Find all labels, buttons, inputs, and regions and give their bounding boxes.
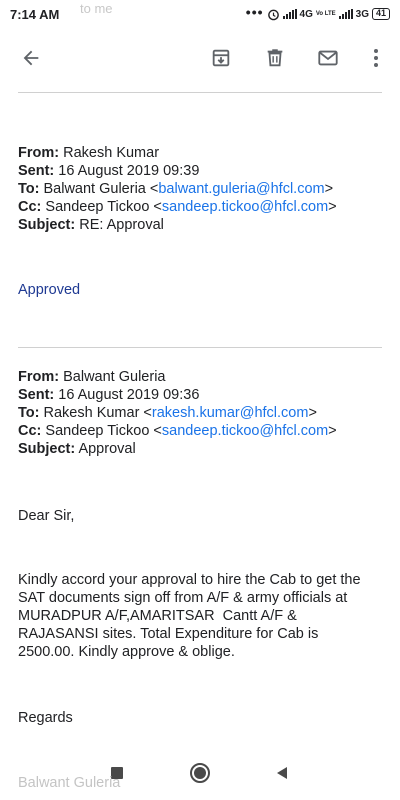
battery-level: 41 (375, 8, 386, 18)
email-1-from: From: Rakesh Kumar (18, 145, 160, 161)
triangle-back-icon (274, 765, 290, 781)
email-2-cc: Cc: Sandeep Tickoo <sandeep.tickoo@hfcl.com> (18, 423, 337, 439)
delete-icon (264, 47, 286, 69)
toolbar (0, 30, 400, 86)
email-2-subject: Subject: Approval (18, 441, 136, 457)
more-notifications-icon: ••• (245, 4, 264, 20)
body-line: RAJASANSI sites. Total Expenditure for Cab is (18, 626, 319, 642)
system-nav-bar (0, 745, 400, 800)
email-1-sent: Sent: 16 August 2019 09:39 (18, 163, 200, 179)
email-2-to: To: Rakesh Kumar <rakesh.kumar@hfcl.com> (18, 405, 317, 421)
email-1-to: To: Balwant Guleria <balwant.guleria@hfcl.com> (18, 181, 334, 197)
archive-button[interactable] (207, 44, 235, 72)
mark-unread-button[interactable] (314, 44, 342, 72)
home-button[interactable] (189, 762, 211, 784)
alarm-icon (267, 8, 280, 21)
delete-button[interactable] (261, 44, 289, 72)
back-arrow-icon (20, 47, 42, 69)
body-line: 2500.00. Kindly approve & oblige. (18, 644, 235, 660)
status-time: 7:14 AM (10, 7, 60, 22)
email-2-to-link[interactable]: rakesh.kumar@hfcl.com (151, 405, 309, 421)
email-2-signature: Balwant Guleria (18, 775, 121, 791)
nav-back-button[interactable] (271, 762, 293, 784)
signal-icon-2 (339, 9, 353, 19)
recipient-hint: to me (80, 1, 113, 16)
email-2-closing: Regards (18, 710, 73, 726)
signal-icon (283, 9, 297, 19)
status-bar (0, 0, 400, 30)
volte-indicator: Vo LTE (315, 11, 336, 17)
body-line: SAT documents sign off from A/F & army officials at (18, 590, 348, 606)
email-2-greeting: Dear Sir, (18, 508, 75, 524)
email-1-cc-link[interactable]: sandeep.tickoo@hfcl.com (161, 199, 329, 215)
email-2-cc-link[interactable]: sandeep.tickoo@hfcl.com (161, 423, 329, 439)
email-2-from: From: Balwant Guleria (18, 369, 166, 385)
email-2-sent: Sent: 16 August 2019 09:36 (18, 387, 200, 403)
body-line: Kindly accord your approval to hire the Cab to get the (18, 572, 361, 588)
middle-divider (18, 347, 382, 348)
email-1-subject: Subject: RE: Approval (18, 217, 164, 233)
back-button[interactable] (17, 44, 45, 72)
battery-icon (372, 8, 390, 20)
status-icons (246, 6, 390, 22)
network-type-2: 3G (355, 8, 369, 20)
top-divider (18, 92, 382, 93)
email-1-body: Approved (18, 282, 81, 298)
archive-icon (210, 47, 232, 69)
more-options-button[interactable] (362, 44, 390, 72)
email-1-to-link[interactable]: balwant.guleria@hfcl.com (158, 181, 325, 197)
mail-icon (316, 47, 340, 69)
email-1-cc: Cc: Sandeep Tickoo <sandeep.tickoo@hfcl.com> (18, 199, 337, 215)
circle-icon (189, 762, 211, 784)
email-2-body (18, 571, 384, 661)
body-line: MURADPUR A/F,AMARITSAR Cantt A/F & (18, 608, 297, 624)
network-type-1: 4G (299, 8, 313, 20)
more-vert-icon (373, 48, 379, 68)
